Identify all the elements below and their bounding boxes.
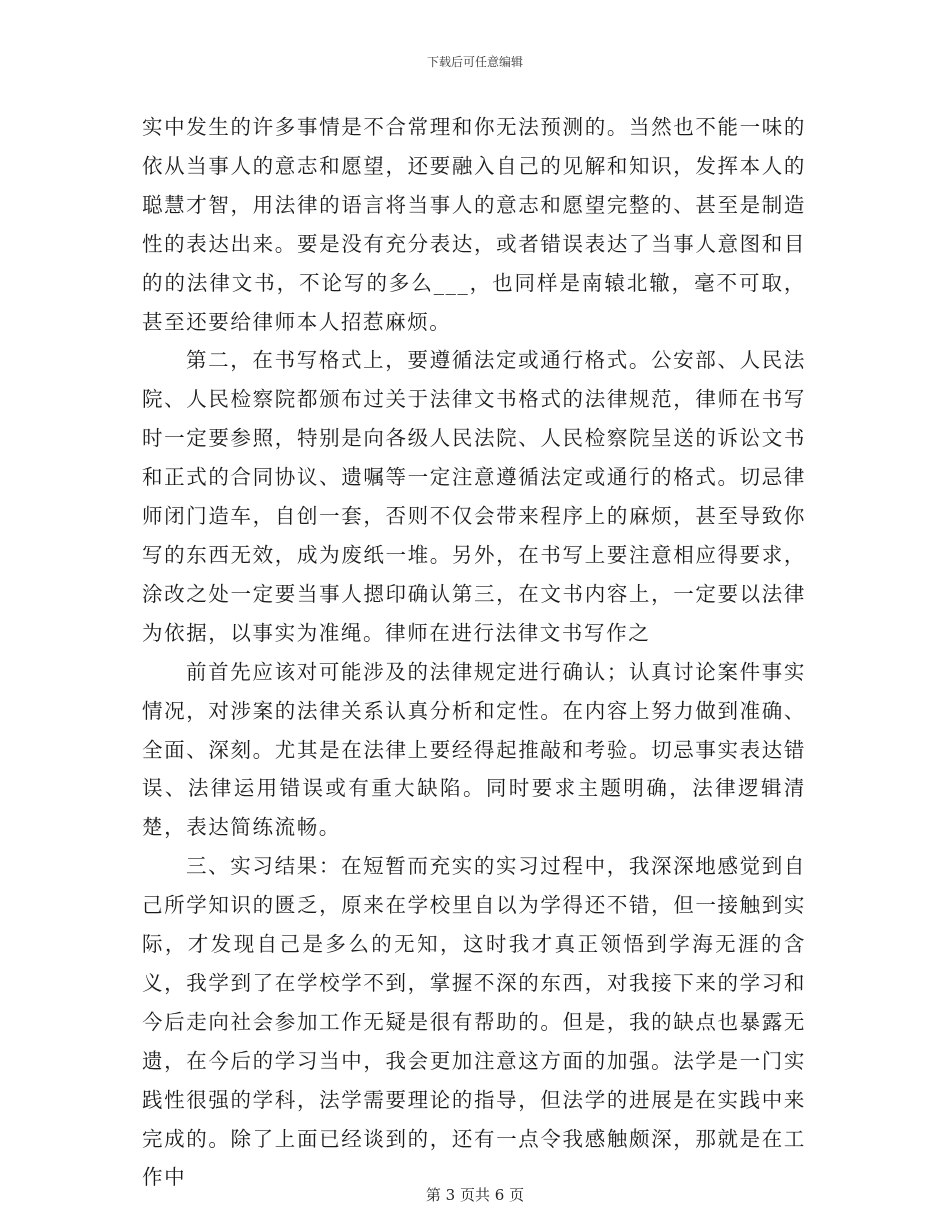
paragraph-continued: 实中发生的许多事情是不合常理和你无法预测的。当然也不能一味的依从当事人的意志和愿望，还要融入自己的见解和知识，发挥本人的聪慧才智，用法律的语言将当事人的意志和愿望完整的、甚至是制造性的表达出来。要是没有充分表达，或者错误表达了当事人意图和目的的法律文书，不论写的多么___，也同样是南辕北辙，毫不可取，甚至还要给律师本人招惹麻烦。 [142, 115, 806, 334]
paragraph-format-requirements: 第二，在书写格式上，要遵循法定或通行格式。公安部、人民法院、人民检察院都颁布过关于法律文书格式的法律规范，律师在书写时一定要参照，特别是向各级人民法院、人民检察院呈送的诉讼文书和正式的合同协议、遗嘱等一定注意遵循法定或通行的格式。切忌律师闭门造车，自创一套，否则不仅会带来程序上的麻烦，甚至导致你写的东西无效，成为废纸一堆。另外，在书写上要注意相应得要求，涂改之处一定要当事人摁印确认第三，在文书内容上，一定要以法律为依据，以事实为准绳。律师在进行法律文书写作之 [142, 348, 806, 645]
document-body [142, 108, 806, 1197]
page-header: 下载后可任意编辑 [426, 55, 523, 69]
paragraph-content-requirements: 前首先应该对可能涉及的法律规定进行确认；认真讨论案件事实情况，对涉案的法律关系认真分析和定性。在内容上努力做到准确、全面、深刻。尤其是在法律上要经得起推敲和考验。切忌事实表达错误、法律运用错误或有重大缺陷。同时要求主题明确，法律逻辑清楚，表达简练流畅。 [142, 659, 806, 840]
paragraph-internship-results: 三、实习结果：在短暂而充实的实习过程中，我深深地感觉到自己所学知识的匮乏，原来在学校里自以为学得还不错，但一接触到实际，才发现自己是多么的无知，这时我才真正领悟到学海无涯的含义，我学到了在学校学不到，掌握不深的东西，对我接下来的学习和今后走向社会参加工作无疑是很有帮助的。但是，我的缺点也暴露无遗，在今后的学习当中，我会更加注意这方面的加强。法学是一门实践性很强的学科，法学需要理论的指导，但法学的进展是在实践中来完成的。除了上面已经谈到的，还有一点令我感触颇深，那就是在工作中 [142, 854, 806, 1190]
page-number-footer: 第 3 页共 6 页 [425, 1186, 525, 1204]
